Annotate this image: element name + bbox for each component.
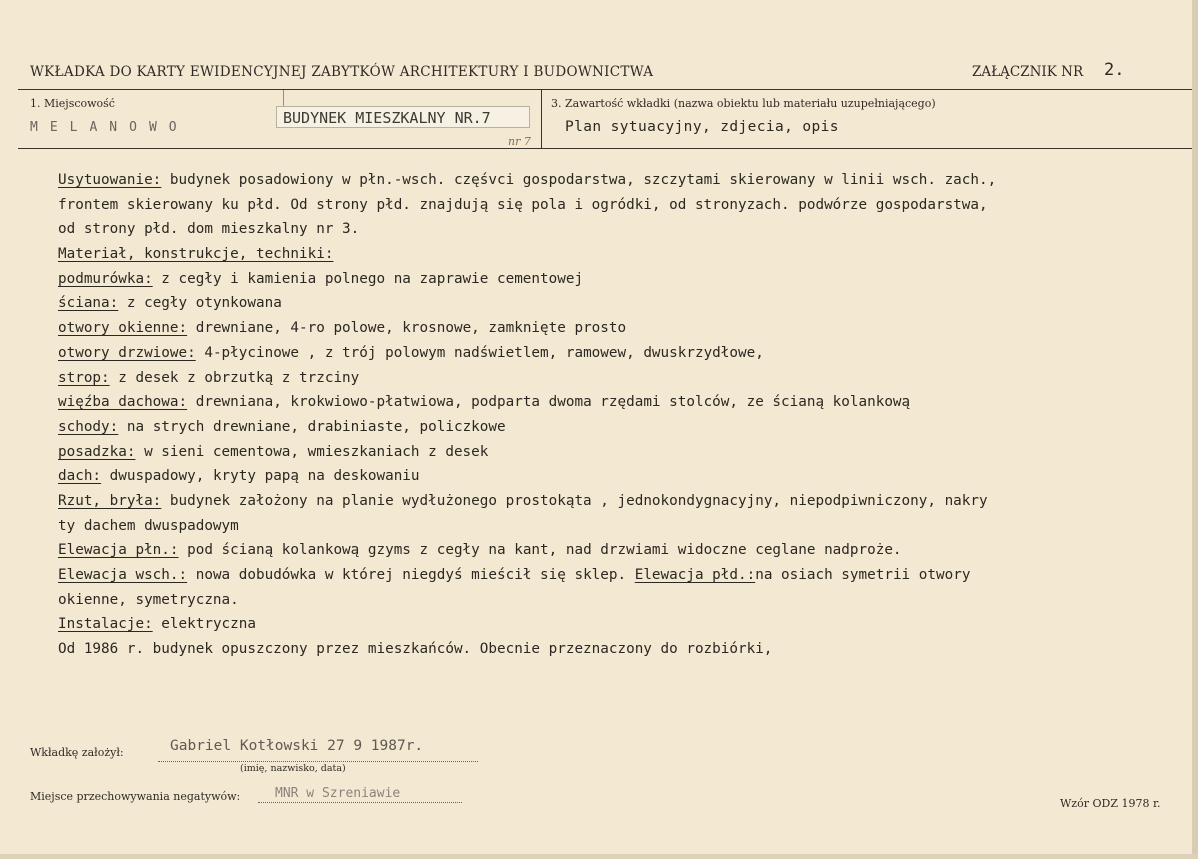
body-line	[58, 291, 1188, 316]
created-by-line	[158, 761, 478, 762]
card-edge	[1192, 0, 1198, 859]
section-text: na strych drewniane, drabiniaste, policzkowe	[118, 418, 506, 435]
body-line	[58, 366, 1188, 391]
body-line: Od 1986 r. budynek opuszczony przez mieszkańców. Obecnie przeznaczony do rozbiórki,	[58, 641, 773, 658]
body-line	[58, 316, 1188, 341]
card-edge-bottom	[0, 854, 1198, 859]
body-line	[58, 538, 1188, 563]
section-heading: Instalacje:	[58, 616, 153, 633]
created-by-value: Gabriel Kotłowski 27 9 1987r.	[170, 738, 424, 754]
section-heading: otwory okienne:	[58, 320, 188, 337]
body-line	[58, 390, 1188, 415]
annex-number: 2.	[1104, 60, 1125, 80]
section-text: budynek założony na planie wydłużonego prostokąta , jednokondygnacyjny, niepodpiwniczony, nakry	[161, 492, 988, 509]
description-body	[58, 168, 1188, 662]
body-line	[58, 242, 1188, 267]
body-line: od strony płd. dom mieszkalny nr 3.	[58, 221, 360, 238]
locality-value: MELANOWO	[30, 120, 189, 135]
section-heading: Rzut, bryła:	[58, 492, 162, 509]
annex-label: ZAŁĄCZNIK NR	[972, 64, 1084, 80]
fields-rule	[18, 148, 1194, 149]
body-line	[58, 168, 1188, 193]
section-heading: posadzka:	[58, 443, 136, 460]
body-line: okienne, symetryczna.	[58, 591, 239, 608]
section-text: budynek posadowiony w płn.-wsch. częśvci gospodarstwa, szczytami skierowany w linii wsch. zach.,	[161, 172, 997, 188]
section-text: drewniane, 4-ro polowe, krosnowe, zamknięte prosto	[187, 320, 627, 337]
object-handwritten-note: nr 7	[508, 135, 531, 148]
created-by-hint: (imię, nazwisko, data)	[240, 763, 346, 774]
section-heading: otwory drzwiowe:	[58, 344, 196, 361]
section-text: z cegły i kamienia polnego na zaprawie cementowej	[152, 270, 584, 287]
body-line: ty dachem dwuspadowym	[58, 517, 239, 534]
section-heading: Materiał, konstrukcje, techniki:	[58, 246, 334, 263]
created-by-label: Wkładkę założył:	[30, 746, 124, 759]
section-text: drewniana, krokwiowo-płatwiowa, podparta dwoma rzędami stolców, ze ścianą kolankową	[187, 394, 911, 411]
body-line	[58, 612, 1188, 637]
body-line	[58, 464, 1188, 489]
section-heading: ściana:	[58, 295, 119, 312]
negatives-label: Miejsce przechowywania negatywów:	[30, 790, 241, 803]
section-heading: Usytuowanie:	[58, 172, 162, 188]
field-divider	[541, 90, 542, 148]
section-text: z desek z obrzutką z trzciny	[109, 369, 360, 386]
section-heading: strop:	[58, 369, 110, 386]
object-name-box: BUDYNEK MIESZKALNY NR.7	[276, 106, 530, 128]
section-heading: Elewacja wsch.:	[58, 567, 188, 583]
section-text: na osiach symetrii otwory	[755, 567, 971, 583]
body-line	[58, 440, 1188, 465]
section-heading: Elewacja płn.:	[58, 542, 179, 559]
header-rule	[18, 89, 1194, 90]
body-line	[58, 341, 1188, 366]
content-label: 3. Zawartość wkładki (nazwa obiektu lub materiału uzupełniającego)	[551, 97, 936, 110]
content-value: Plan sytuacyjny, zdjecia, opis	[565, 119, 839, 135]
section-text: elektryczna	[152, 616, 256, 633]
section-heading: więźba dachowa:	[58, 394, 188, 411]
section-heading: podmurówka:	[58, 270, 153, 287]
section-text: nowa dobudówka w której niegdyś mieścił się sklep.	[187, 567, 635, 583]
section-text: 4-płycinowe , z trój polowym nadświetlem, ramowew, dwuskrzydłowe,	[195, 344, 764, 361]
section-heading: dach:	[58, 468, 102, 485]
section-heading: schody:	[58, 418, 119, 435]
body-line: frontem skierowany ku płd. Od strony płd. znajdują się pola i ogródki, od stronyzach. podwórze gospodarstwa,	[58, 196, 988, 213]
section-text: z cegły otynkowana	[118, 295, 282, 312]
section-text: dwuspadowy, kryty papą na deskowaniu	[101, 468, 420, 485]
card-title: WKŁADKA DO KARTY EWIDENCYJNEJ ZABYTKÓW ARCHITEKTURY I BUDOWNICTWA	[30, 64, 654, 80]
form-id: Wzór ODZ 1978 r.	[1060, 797, 1161, 810]
body-line	[58, 489, 1188, 514]
section-heading: Elewacja płd.:	[634, 567, 756, 583]
section-text: pod ścianą kolankową gzyms z cegły na kant, nad drzwiami widoczne ceglane nadproże.	[178, 542, 902, 559]
section-text: w sieni cementowa, wmieszkaniach z desek	[135, 443, 489, 460]
body-line	[58, 563, 1188, 588]
negatives-value: MNR w Szreniawie	[275, 786, 401, 801]
body-line	[58, 267, 1188, 292]
locality-label: 1. Miejscowość	[30, 97, 115, 110]
negatives-line	[258, 802, 462, 803]
body-line	[58, 415, 1188, 440]
